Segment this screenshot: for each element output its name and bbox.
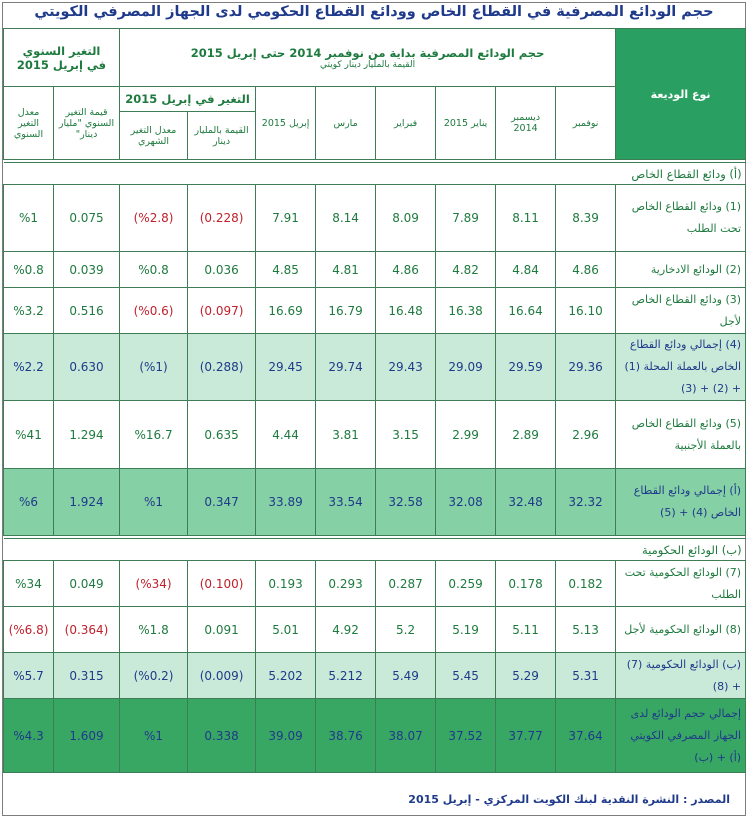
annual-rate-cell: %3.2 [4, 288, 54, 334]
main-header [120, 29, 616, 87]
month-value-cell: 0.293 [316, 561, 376, 607]
change-value-cell: 0.347 [188, 469, 256, 536]
month-value-cell: 29.59 [496, 334, 556, 401]
annual-rate-cell: %1 [4, 185, 54, 252]
change-rate-cell: (%0.6) [120, 288, 188, 334]
month-value-cell: 4.44 [256, 401, 316, 469]
month-value-cell: 5.29 [496, 653, 556, 699]
month-value-cell: 8.39 [556, 185, 616, 252]
month-value-cell: 32.48 [496, 469, 556, 536]
month-header: يناير 2015 [436, 87, 496, 160]
row-label: (7) الودائع الحكومية تحت الطلب [616, 561, 746, 607]
month-value-cell: 33.89 [256, 469, 316, 536]
month-value-cell: 32.32 [556, 469, 616, 536]
month-value-cell: 8.11 [496, 185, 556, 252]
annual-value-cell: 0.315 [54, 653, 120, 699]
table-row [4, 561, 746, 607]
change-value-cell: (0.228) [188, 185, 256, 252]
annual-value-cell: (0.364) [54, 607, 120, 653]
month-value-cell: 4.82 [436, 252, 496, 288]
month-value-cell: 3.15 [376, 401, 436, 469]
table-row [4, 653, 746, 699]
annual-rate-cell: %2.2 [4, 334, 54, 401]
col-annual-value-header: قيمة التغير السنوي "مليار دينار" [54, 87, 120, 160]
type-column-header: نوع الوديعة [616, 29, 746, 160]
month-value-cell: 37.64 [556, 699, 616, 773]
section-government: (ب) الودائع الحكومية [4, 539, 746, 561]
month-value-cell: 8.09 [376, 185, 436, 252]
month-value-cell: 29.45 [256, 334, 316, 401]
month-value-cell: 7.89 [436, 185, 496, 252]
month-value-cell: 32.08 [436, 469, 496, 536]
month-value-cell: 5.31 [556, 653, 616, 699]
annual-rate-cell: %0.8 [4, 252, 54, 288]
month-value-cell: 38.07 [376, 699, 436, 773]
month-value-cell: 5.01 [256, 607, 316, 653]
month-value-cell: 29.43 [376, 334, 436, 401]
row-label: (1) ودائع القطاع الخاص تحت الطلب [616, 185, 746, 252]
month-value-cell: 0.287 [376, 561, 436, 607]
month-value-cell: 29.36 [556, 334, 616, 401]
month-value-cell: 32.58 [376, 469, 436, 536]
col-monthly-rate-header: معدل التغير الشهري [130, 124, 177, 147]
change-april-title: التغير في إبريل 2015 [120, 87, 255, 112]
change-rate-cell: %16.7 [120, 401, 188, 469]
row-label: (2) الودائع الادخارية [616, 252, 746, 288]
table-row [4, 288, 746, 334]
month-value-cell: 5.49 [376, 653, 436, 699]
change-rate-cell: %1 [120, 469, 188, 536]
month-value-cell: 4.84 [496, 252, 556, 288]
month-value-cell: 5.13 [556, 607, 616, 653]
month-value-cell: 2.99 [436, 401, 496, 469]
month-value-cell: 5.45 [436, 653, 496, 699]
month-header: إبريل 2015 [256, 87, 316, 160]
table-row [4, 252, 746, 288]
month-value-cell: 5.11 [496, 607, 556, 653]
month-value-cell: 33.54 [316, 469, 376, 536]
month-header: ديسمبر 2014 [496, 87, 556, 160]
section-private: (أ) ودائع القطاع الخاص [4, 163, 746, 185]
annual-value-cell: 0.516 [54, 288, 120, 334]
month-value-cell: 16.48 [376, 288, 436, 334]
annual-value-cell: 0.049 [54, 561, 120, 607]
change-value-cell: (0.100) [188, 561, 256, 607]
month-value-cell: 16.69 [256, 288, 316, 334]
month-value-cell: 0.182 [556, 561, 616, 607]
annual-rate-cell: (%6.8) [4, 607, 54, 653]
change-value-cell: 0.091 [188, 607, 256, 653]
row-label: (4) إجمالي ودائع القطاع الخاص بالعملة المحلة (1) + (2) + (3) [616, 334, 746, 401]
row-label: (8) الودائع الحكومية لأجل [616, 607, 746, 653]
change-rate-cell: (%1) [120, 334, 188, 401]
change-value-cell: 0.036 [188, 252, 256, 288]
row-label: (5) ودائع القطاع الخاص بالعملة الأجنبية [616, 401, 746, 469]
change-value-cell: 0.635 [188, 401, 256, 469]
month-value-cell: 3.81 [316, 401, 376, 469]
change-rate-cell: (%0.2) [120, 653, 188, 699]
month-value-cell: 16.79 [316, 288, 376, 334]
row-label: إجمالي حجم الودائع لدى الجهاز المصرفي الكويتي (أ) + (ب) [616, 699, 746, 773]
month-value-cell: 0.259 [436, 561, 496, 607]
month-value-cell: 4.92 [316, 607, 376, 653]
month-value-cell: 0.193 [256, 561, 316, 607]
change-rate-cell: %1 [120, 699, 188, 773]
month-header: مارس [316, 87, 376, 160]
col-value-header: القيمة بالمليار دينار [187, 112, 255, 159]
deposits-table [3, 28, 746, 773]
month-value-cell: 5.212 [316, 653, 376, 699]
month-value-cell: 38.76 [316, 699, 376, 773]
month-value-cell: 4.81 [316, 252, 376, 288]
month-value-cell: 16.10 [556, 288, 616, 334]
month-value-cell: 5.19 [436, 607, 496, 653]
annual-value-cell: 0.039 [54, 252, 120, 288]
month-value-cell: 37.52 [436, 699, 496, 773]
month-header: نوفمبر [556, 87, 616, 160]
annual-value-cell: 1.294 [54, 401, 120, 469]
month-value-cell: 0.178 [496, 561, 556, 607]
annual-value-cell: 1.924 [54, 469, 120, 536]
month-value-cell: 2.96 [556, 401, 616, 469]
change-value-cell: (0.097) [188, 288, 256, 334]
month-value-cell: 16.38 [436, 288, 496, 334]
annual-rate-cell: %4.3 [4, 699, 54, 773]
table-row [4, 469, 746, 536]
month-value-cell: 39.09 [256, 699, 316, 773]
month-value-cell: 5.202 [256, 653, 316, 699]
source-note: المصدر : النشرة النقدية لبنك الكويت المركزي - إبريل 2015 [408, 793, 730, 806]
col-annual-rate-header: معدل التغير السنوي [4, 87, 54, 160]
change-april-header [120, 87, 256, 160]
month-header: فبراير [376, 87, 436, 160]
month-value-cell: 4.85 [256, 252, 316, 288]
month-value-cell: 5.2 [376, 607, 436, 653]
month-value-cell: 4.86 [376, 252, 436, 288]
annual-rate-cell: %5.7 [4, 653, 54, 699]
main-header-subtitle: القيمة بالمليار دينار كويتي [320, 59, 416, 70]
annual-rate-cell: %6 [4, 469, 54, 536]
annual-value-cell: 1.609 [54, 699, 120, 773]
annual-rate-cell: %34 [4, 561, 54, 607]
change-rate-cell: (%2.8) [120, 185, 188, 252]
month-value-cell: 4.86 [556, 252, 616, 288]
change-rate-cell: %0.8 [120, 252, 188, 288]
annual-change-title: التغير السنوي [22, 43, 101, 58]
annual-value-cell: 0.630 [54, 334, 120, 401]
row-label: (أ) إجمالي ودائع القطاع الخاص (4) + (5) [616, 469, 746, 536]
change-value-cell: 0.338 [188, 699, 256, 773]
table-row [4, 334, 746, 401]
row-label: (3) ودائع القطاع الخاص لأجل [616, 288, 746, 334]
annual-change-header [4, 29, 120, 87]
change-value-cell: (0.009) [188, 653, 256, 699]
change-value-cell: (0.288) [188, 334, 256, 401]
table-row [4, 699, 746, 773]
main-header-title: حجم الودائع المصرفية بداية من نوفمبر 2014 حتى إبريل 2015 [190, 45, 545, 60]
annual-rate-cell: %41 [4, 401, 54, 469]
month-value-cell: 2.89 [496, 401, 556, 469]
table-row [4, 401, 746, 469]
month-value-cell: 29.09 [436, 334, 496, 401]
month-value-cell: 37.77 [496, 699, 556, 773]
table-row [4, 607, 746, 653]
table-row [4, 185, 746, 252]
page-title: حجم الودائع المصرفية في القطاع الخاص وودائع القطاع الحكومي لدى الجهاز المصرفي الكويتي [34, 4, 714, 20]
change-rate-cell: (%34) [120, 561, 188, 607]
annual-value-cell: 0.075 [54, 185, 120, 252]
month-value-cell: 29.74 [316, 334, 376, 401]
month-value-cell: 7.91 [256, 185, 316, 252]
month-value-cell: 16.64 [496, 288, 556, 334]
change-rate-cell: %1.8 [120, 607, 188, 653]
row-label: (ب) الودائع الحكومية (7) + (8) [616, 653, 746, 699]
annual-change-period: في إبريل 2015 [16, 57, 107, 72]
month-value-cell: 8.14 [316, 185, 376, 252]
